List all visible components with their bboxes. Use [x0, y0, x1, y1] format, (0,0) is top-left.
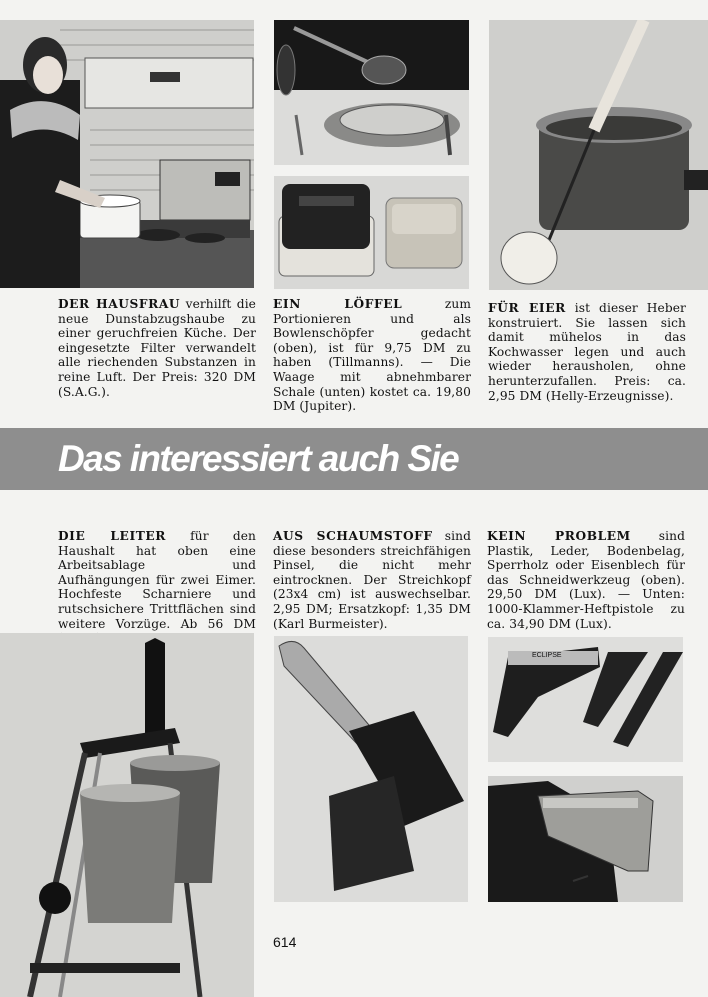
caption-loeffel-lead: EIN LÖFFEL [273, 297, 403, 311]
caption-eier-text: ist dieser Heber konstruiert. Sie lassen sich damit mühelos in das Kochwasser legen und auch wieder herausholen, ohne herunterzufallen. Preis: ca. 2,95 DM (Helly-Erzeugnisse). [488, 301, 686, 403]
caption-problem-lead: KEIN PROBLEM [487, 529, 631, 543]
caption-leiter-lead: DIE LEITER [58, 529, 167, 543]
caption-problem [487, 529, 685, 631]
caption-hausfrau-lead: DER HAUSFRAU [58, 297, 181, 311]
photo-ladle [274, 20, 469, 165]
photo-egg-lifter [489, 20, 708, 290]
caption-schaumstoff [273, 529, 471, 631]
cutter-brand-label: ECLIPSE [532, 652, 562, 659]
caption-loeffel [273, 297, 471, 414]
photo-foam-brush [274, 636, 468, 902]
caption-schaumstoff-lead: AUS SCHAUMSTOFF [273, 529, 433, 543]
photo-cutter [488, 637, 683, 762]
caption-schaumstoff-text: sind diese besonders streichfähigen Pinsel, die nicht mehr eintrocknen. Der Streichkopf (23x4 cm) ist auswechselbar. 2,95 DM; Ersatzkopf: 1,35 DM (Karl Burmeister). [273, 529, 471, 631]
caption-hausfrau [58, 297, 256, 399]
caption-leiter [58, 529, 256, 646]
photo-scale [274, 176, 469, 289]
caption-leiter-text: für den Haushalt hat oben eine Arbeitsablage und Aufhängungen für zwei Eimer. Hochfeste Scharniere und rutschsichere Trittflächen sind weitere Vorzüge. Ab 56 DM [58, 529, 256, 631]
caption-eier [488, 301, 686, 403]
banner-title: Das interessiert auch Sie [58, 438, 459, 479]
caption-eier-lead: FÜR EIER [488, 301, 566, 315]
photo-ladder [0, 633, 254, 997]
caption-loeffel-text: zum Portionieren und als Bowlenschöpfer gedacht (oben), ist für 9,75 DM zu haben (Tillmanns). — Die Waage mit abnehmbarer Schale (unten) kostet ca. 19,80 DM (Jupiter). [273, 297, 471, 414]
page-number: 614 [273, 934, 297, 950]
photo-kitchen-hood [0, 20, 254, 288]
caption-problem-text: sind Plastik, Leder, Bodenbelag, Sperrholz oder Eisenblech für das Schneidwerkzeug (oben). 29,50 DM (Lux). — Unten: 1000-Klammer-Heftpistole zu ca. 34,90 DM (Lux). [487, 529, 685, 631]
caption-hausfrau-text: verhilft die neue Dunstabzugshaube zu einer geruchfreien Küche. Der eingesetzte Filter verwandelt alle riechenden Substanzen in reine Luft. Der Preis: 320 DM (S.A.G.). [58, 297, 256, 399]
photo-stapler [488, 776, 683, 902]
